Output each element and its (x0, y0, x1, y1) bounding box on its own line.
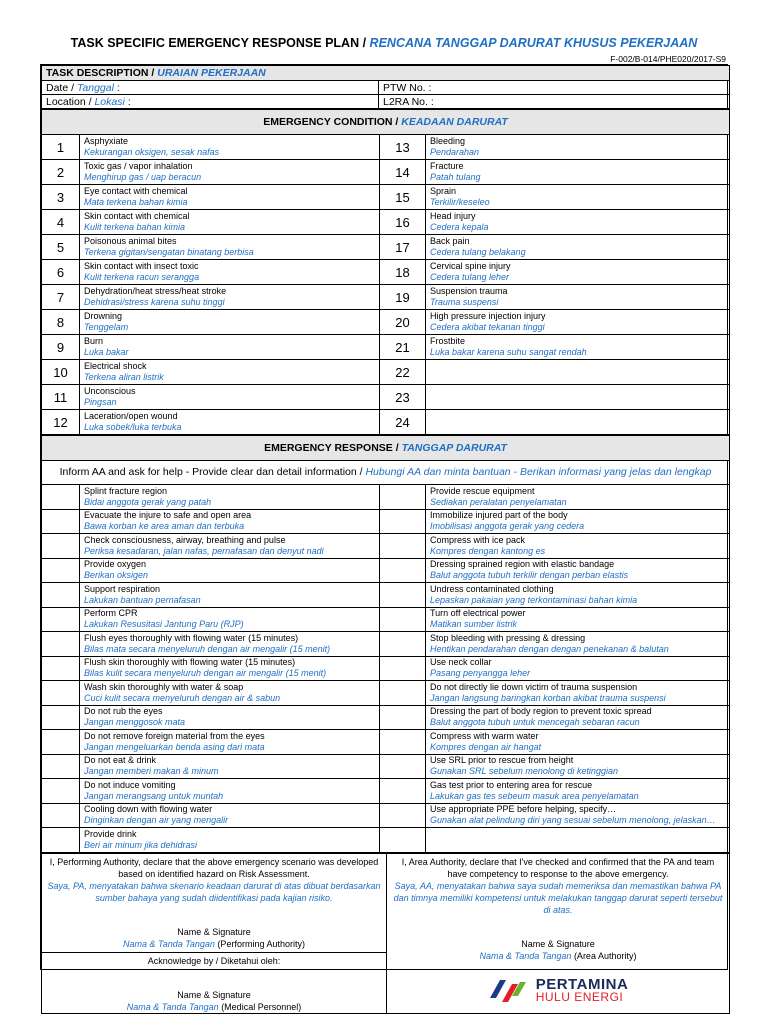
response-row (42, 754, 730, 779)
location-label-en: Location / (46, 95, 92, 108)
response-checkbox[interactable] (42, 681, 80, 706)
response-checkbox[interactable] (42, 534, 80, 559)
title-english: TASK SPECIFIC EMERGENCY RESPONSE PLAN / (70, 36, 367, 50)
date-field[interactable]: Date / Tanggal : (42, 81, 379, 95)
ptw-label: PTW No. : (383, 81, 432, 94)
condition-row (42, 285, 730, 310)
item-text-id: Sediakan peralatan penyelamatan (430, 496, 567, 507)
response-item (426, 828, 730, 853)
item-text-id: Cedera akibat tekanan tinggi (430, 322, 545, 332)
response-checkbox[interactable] (380, 632, 426, 657)
item-text-en: Electrical shock (84, 361, 147, 371)
condition-number: 11 (42, 385, 80, 410)
item-text-id: Berikan oksigen (84, 570, 149, 581)
item-text-id: Luka sobek/luka terbuka (84, 422, 182, 432)
condition-item (80, 385, 380, 410)
response-row (42, 583, 730, 608)
response-item (80, 828, 380, 853)
condition-number: 21 (380, 335, 426, 360)
condition-number: 19 (380, 285, 426, 310)
item-text-en: Do not rub the eyes (84, 706, 163, 717)
item-text-id: Pingsan (84, 397, 117, 407)
response-checkbox[interactable] (380, 656, 426, 681)
item-text-en: Splint fracture region (84, 485, 168, 496)
pertamina-logo-icon (488, 976, 528, 1006)
item-text-id: Menghirup gas / uap beracun (84, 172, 202, 182)
aa-declaration-cell[interactable] (387, 853, 730, 1013)
item-text-id: Kompres dengan kantong es (430, 545, 546, 556)
response-checkbox[interactable] (42, 632, 80, 657)
condition-item (80, 235, 380, 260)
l2ra-label: L2RA No. : (383, 95, 434, 108)
item-text-id: Jangan langsung baringkan korban akibat trauma suspensi (430, 692, 666, 703)
item-text-id: Matikan sumber listrik (430, 619, 518, 630)
response-item (80, 509, 380, 534)
item-text-en: Compress with warm water (430, 730, 539, 741)
condition-number: 17 (380, 235, 426, 260)
med-name-signature: Name & Signature (177, 989, 251, 1000)
item-text-id: Lakukan bantuan pernafasan (84, 594, 201, 605)
item-text-id: Gunakan alat pelindung diri yang sesuai sebelum menolong, jelaskan… (430, 815, 716, 826)
item-text-en: Head injury (430, 211, 476, 221)
response-item (426, 583, 730, 608)
condition-number: 24 (380, 410, 426, 435)
response-item (80, 485, 380, 510)
date-label-id: Tanggal (76, 81, 114, 94)
condition-item (426, 335, 730, 360)
item-text-id: Pasang penyangga leher (430, 668, 531, 679)
aa-declaration-id: Saya, AA, menyatakan bahwa saya sudah memeriksa dan memastikan bahwa PA dan timnya memiliki kompetensi untuk melakukan tanggap darurat seperti tersebut di atas. (393, 880, 723, 915)
location-field[interactable]: Location / Lokasi : (42, 95, 379, 109)
inform-id: Hubungi AA dan minta bantuan - Berikan informasi yang jelas dan lengkap (365, 466, 712, 479)
item-text-en: Stop bleeding with pressing & dressing (430, 632, 586, 643)
item-text-id: Kulit terkena bahan kimia (84, 222, 186, 232)
response-row (42, 779, 730, 804)
item-text-en: Dressing sprained region with elastic bandage (430, 559, 615, 570)
response-item (426, 607, 730, 632)
item-text-id: Kulit terkena racun serangga (84, 272, 200, 282)
response-item (426, 705, 730, 730)
item-text-en: Use appropriate PPE before helping, specify… (430, 804, 617, 815)
response-checkbox[interactable] (380, 485, 426, 510)
item-text-en: Do not eat & drink (84, 755, 157, 766)
response-item (426, 681, 730, 706)
item-text-en: Support respiration (84, 583, 161, 594)
response-checkbox[interactable] (380, 534, 426, 559)
response-item (80, 632, 380, 657)
item-text-en: Provide oxygen (84, 559, 147, 570)
response-row (42, 485, 730, 510)
item-text-en: Use SRL prior to rescue from height (430, 755, 574, 766)
item-text-en: Skin contact with insect toxic (84, 261, 199, 271)
condition-item (80, 310, 380, 335)
response-heading-en: EMERGENCY RESPONSE / (264, 441, 399, 454)
response-item (80, 803, 380, 828)
item-text-id: Gunakan SRL sebelum menolong di ketinggian (430, 766, 618, 777)
condition-row (42, 310, 730, 335)
form-frame (40, 64, 728, 1012)
item-text-en: Suspension trauma (430, 286, 508, 296)
response-row (42, 607, 730, 632)
condition-number: 8 (42, 310, 80, 335)
item-text-en: Skin contact with chemical (84, 211, 190, 221)
condition-item (80, 285, 380, 310)
condition-item (426, 235, 730, 260)
medical-ack-cell[interactable] (42, 952, 387, 1013)
response-item (426, 779, 730, 804)
item-text-id: Kompres dengan air hangat (430, 741, 542, 752)
condition-item (80, 335, 380, 360)
item-text-en: Use neck collar (430, 657, 492, 668)
condition-item (426, 160, 730, 185)
response-item (80, 607, 380, 632)
task-description-header (42, 66, 730, 81)
response-item (80, 779, 380, 804)
item-text-id: Bidai anggota gerak yang patah (84, 496, 212, 507)
item-text-id: Cedera kepala (430, 222, 489, 232)
item-text-id: Lepaskan pakaian yang terkontaminasi bahan kimia (430, 594, 638, 605)
response-checkbox[interactable] (380, 681, 426, 706)
condition-number: 10 (42, 360, 80, 385)
response-checkbox[interactable] (42, 705, 80, 730)
item-text-en: Flush eyes thoroughly with flowing water (15 minutes) (84, 632, 299, 643)
response-row (42, 558, 730, 583)
pertamina-logo (391, 976, 725, 1006)
item-text-id: Pendarahan (430, 147, 480, 157)
item-text-id: Jangan menggosok mata (84, 717, 186, 728)
response-checkbox[interactable] (42, 803, 80, 828)
response-checkbox[interactable] (42, 558, 80, 583)
document-title (0, 36, 768, 50)
condition-item (426, 360, 730, 385)
condition-number: 7 (42, 285, 80, 310)
condition-item (80, 360, 380, 385)
l2ra-field[interactable] (379, 95, 730, 109)
item-text-en: Toxic gas / vapor inhalation (84, 161, 193, 171)
item-text-en: Immobilize injured part of the body (430, 510, 568, 521)
condition-number: 2 (42, 160, 80, 185)
aa-sign-line (391, 950, 725, 962)
item-text-en: Eye contact with chemical (84, 186, 188, 196)
item-text-id: Jangan memberi makan & minum (84, 766, 219, 777)
condition-item (80, 160, 380, 185)
item-text-en: Poisonous animal bites (84, 236, 177, 246)
response-row (42, 705, 730, 730)
condition-heading-en: EMERGENCY CONDITION / (263, 116, 399, 128)
item-text-id: Cedera tulang leher (430, 272, 510, 282)
item-text-en: Bleeding (430, 136, 466, 146)
condition-item (80, 135, 380, 160)
condition-number: 15 (380, 185, 426, 210)
item-text-en: Check consciousness, airway, breathing and pulse (84, 534, 286, 545)
item-text-id: Jangan merangsang untuk muntah (84, 790, 224, 801)
response-row (42, 632, 730, 657)
aa-role: (Area Authority) (573, 950, 637, 961)
item-text-en: Asphyxiate (84, 136, 129, 146)
item-text-id: Bilas mata secara menyeluruh dengan air mengalir (15 menit) (84, 643, 331, 654)
item-text-en: Do not induce vomiting (84, 779, 176, 790)
condition-row (42, 260, 730, 285)
condition-row (42, 235, 730, 260)
pa-declaration-id: Saya, PA, menyatakan bahwa skenario keadaan darurat di atas dibuat berdasarkan sumber bahaya yang sudah diidentifikasi pada kajian risiko. (47, 880, 381, 903)
response-checkbox[interactable] (42, 509, 80, 534)
response-item (80, 583, 380, 608)
aa-declaration-en: I, Area Authority, declare that I've checked and confirmed that the PA and team have competency to response to the above emergency. (401, 856, 715, 879)
item-text-en: Laceration/open wound (84, 411, 178, 421)
response-item (80, 656, 380, 681)
condition-number: 22 (380, 360, 426, 385)
item-text-en: Cooling down with flowing water (84, 804, 213, 815)
condition-number: 4 (42, 210, 80, 235)
condition-row (42, 135, 730, 160)
item-text-en: Compress with ice pack (430, 534, 526, 545)
item-text-en: Dehydration/heat stress/heat stroke (84, 286, 227, 296)
response-row (42, 534, 730, 559)
task-table (41, 65, 730, 109)
item-text-id: Cuci kulit secara menyeluruh dengan air & sabun (84, 692, 281, 703)
condition-item (426, 310, 730, 335)
condition-number: 9 (42, 335, 80, 360)
response-item (80, 558, 380, 583)
response-checkbox[interactable] (42, 754, 80, 779)
response-table (41, 435, 730, 853)
response-item (426, 656, 730, 681)
condition-row (42, 360, 730, 385)
response-item (426, 730, 730, 755)
item-text-en: Back pain (430, 236, 470, 246)
pa-declaration-cell[interactable] (42, 853, 387, 952)
location-label-id: Lokasi (94, 95, 125, 108)
response-item (426, 803, 730, 828)
pa-sign-line (46, 938, 382, 950)
item-text-id: Beri air minum jika dehidrasi (84, 839, 198, 850)
item-text-id: Dinginkan dengan air yang mengalir (84, 815, 229, 826)
response-checkbox[interactable] (380, 558, 426, 583)
item-text-id: Balut anggota tubuh untuk mencegah sebaran racun (430, 717, 640, 728)
condition-table (41, 109, 730, 435)
item-text-id: Patah tulang (430, 172, 481, 182)
item-text-id: Terkena gigitan/sengatan binatang berbisa (84, 247, 254, 257)
condition-number: 23 (380, 385, 426, 410)
item-text-en: Provide drink (84, 828, 137, 839)
item-text-id: Dehidrasi/stress karena suhu tinggi (84, 297, 225, 307)
item-text-id: Kekurangan oksigen, sesak nafas (84, 147, 220, 157)
item-text-id: Cedera tulang belakang (430, 247, 526, 257)
item-text-id: Trauma suspensi (430, 297, 499, 307)
task-label-id: URAIAN PEKERJAAN (157, 67, 266, 79)
condition-number: 20 (380, 310, 426, 335)
response-checkbox[interactable] (42, 779, 80, 804)
condition-item (426, 385, 730, 410)
task-label-en: TASK DESCRIPTION / (46, 67, 155, 79)
response-checkbox[interactable] (380, 828, 426, 853)
response-item (426, 754, 730, 779)
item-text-id: Tenggelam (84, 322, 129, 332)
med-sign-id: Nama & Tanda Tangan (126, 1001, 219, 1012)
condition-item (426, 260, 730, 285)
response-row (42, 656, 730, 681)
response-item (80, 705, 380, 730)
condition-item (80, 410, 380, 435)
item-text-id: Lakukan gas tes sebeum masuk area penyelamatan (430, 790, 639, 801)
item-text-en: Sprain (430, 186, 457, 196)
response-checkbox[interactable] (42, 828, 80, 853)
item-text-en: Perform CPR (84, 608, 138, 619)
item-text-id: Hentikan pendarahan dengan dengan penekanan & balutan (430, 643, 669, 654)
item-text-id: Luka bakar karena suhu sangat rendah (430, 347, 587, 357)
response-row (42, 828, 730, 853)
condition-item (426, 185, 730, 210)
item-text-en: Undress contaminated clothing (430, 583, 554, 594)
emergency-response-header (42, 436, 730, 461)
condition-item (80, 210, 380, 235)
response-item (426, 509, 730, 534)
item-text-id: Terkena aliran listrik (84, 372, 164, 382)
item-text-en: Flush skin thoroughly with flowing water (15 minutes) (84, 657, 296, 668)
title-indonesian: RENCANA TANGGAP DARURAT KHUSUS PEKERJAAN (369, 36, 698, 50)
response-checkbox[interactable] (42, 485, 80, 510)
condition-row (42, 335, 730, 360)
document-number: F-002/B-014/PHE020/2017-S9 (610, 54, 726, 64)
response-checkbox[interactable] (42, 583, 80, 608)
response-checkbox[interactable] (42, 607, 80, 632)
condition-row (42, 160, 730, 185)
condition-number: 3 (42, 185, 80, 210)
item-text-id: Terkilir/keseleo (430, 197, 490, 207)
item-text-en: High pressure injection injury (430, 311, 546, 321)
item-text-id: Imobilisasi anggota gerak yang cedera (430, 521, 585, 532)
item-text-id: Bawa korban ke area aman dan terbuka (84, 521, 245, 532)
condition-number: 13 (380, 135, 426, 160)
condition-row (42, 385, 730, 410)
response-checkbox[interactable] (380, 803, 426, 828)
condition-row (42, 410, 730, 435)
aa-name-signature: Name & Signature (521, 938, 595, 949)
condition-item (80, 260, 380, 285)
item-text-id: Mata terkena bahan kimia (84, 197, 188, 207)
pa-sign-id: Nama & Tanda Tangan (123, 938, 215, 949)
item-text-en: Gas test prior to entering area for rescue (430, 779, 593, 790)
condition-number: 6 (42, 260, 80, 285)
response-item (426, 558, 730, 583)
condition-item (426, 210, 730, 235)
item-text-en: Do not remove foreign material from the eyes (84, 730, 265, 741)
condition-item (426, 135, 730, 160)
item-text-id: Periksa kesadaran, jalan nafas, pernafasan dan denyut nadi (84, 545, 324, 556)
condition-row (42, 210, 730, 235)
response-checkbox[interactable] (380, 607, 426, 632)
item-text-id: Balut anggota tubuh terkilir dengan perban elastis (430, 570, 629, 581)
response-checkbox[interactable] (380, 754, 426, 779)
logo-sub-text: HULU ENERGI (535, 989, 624, 1004)
item-text-en: Do not directly lie down victim of trauma suspension (430, 681, 638, 692)
response-checkbox[interactable] (380, 705, 426, 730)
item-text-id: Luka bakar (84, 347, 129, 357)
item-text-id: Lakukan Resusitasi Jantung Paru (RJP) (84, 619, 244, 630)
response-item (426, 485, 730, 510)
item-text-en: Cervical spine injury (430, 261, 511, 271)
pa-role: (Performing Authority) (217, 938, 305, 949)
response-checkbox[interactable] (380, 509, 426, 534)
item-text-en: Turn off electrical power (430, 608, 526, 619)
logo-main-text: PERTAMINA (535, 975, 629, 993)
condition-heading-id: KEADAAN DARURAT (401, 116, 508, 128)
pa-name-signature: Name & Signature (177, 926, 251, 937)
condition-number: 5 (42, 235, 80, 260)
inform-aa-row (42, 460, 730, 485)
emergency-condition-header (42, 110, 730, 135)
response-row (42, 730, 730, 755)
response-checkbox[interactable] (42, 656, 80, 681)
pa-declaration-en: I, Performing Authority, declare that the above emergency scenario was developed based on identified hazard on Risk Assessment. (49, 856, 379, 879)
condition-item (80, 185, 380, 210)
ack-en: Acknowledge by / (147, 955, 219, 966)
item-text-id: Jangan mengeluarkan benda asing dari mata (84, 741, 265, 752)
ack-id: Diketahui oleh: (220, 955, 281, 966)
response-item (80, 754, 380, 779)
date-label-en: Date / (46, 81, 75, 94)
item-text-en: Unconscious (84, 386, 136, 396)
response-heading-id: TANGGAP DARURAT (401, 441, 507, 454)
signature-table (41, 853, 730, 1014)
condition-item (426, 285, 730, 310)
item-text-id: Bilas kulit secara menyeluruh dengan air mengalir (15 menit) (84, 668, 327, 679)
med-role: (Medical Personnel) (221, 1001, 302, 1012)
condition-number: 18 (380, 260, 426, 285)
item-text-en: Evacuate the injure to safe and open area (84, 510, 252, 521)
item-text-en: Dressing the part of body region to prevent toxic spread (430, 706, 652, 717)
item-text-en: Fracture (430, 161, 464, 171)
item-text-en: Provide rescue equipment (430, 485, 535, 496)
response-checkbox[interactable] (42, 730, 80, 755)
response-item (80, 534, 380, 559)
inform-en: Inform AA and ask for help - Provide clear dan detail information / (59, 466, 363, 479)
condition-number: 16 (380, 210, 426, 235)
response-item (80, 681, 380, 706)
condition-number: 12 (42, 410, 80, 435)
ack-line (46, 953, 382, 967)
item-text-en: Drowning (84, 311, 123, 321)
response-item (426, 632, 730, 657)
aa-sign-id: Nama & Tanda Tangan (479, 950, 572, 961)
response-checkbox[interactable] (380, 730, 426, 755)
response-checkbox[interactable] (380, 779, 426, 804)
item-text-en: Wash skin thoroughly with water & soap (84, 681, 244, 692)
response-item (80, 730, 380, 755)
condition-number: 1 (42, 135, 80, 160)
response-checkbox[interactable] (380, 583, 426, 608)
condition-row (42, 185, 730, 210)
item-text-en: Frostbite (430, 336, 466, 346)
response-row (42, 681, 730, 706)
response-item (426, 534, 730, 559)
item-text-en: Burn (84, 336, 104, 346)
med-sign-line (46, 1001, 382, 1013)
condition-item (426, 410, 730, 435)
ptw-field[interactable] (379, 81, 730, 95)
response-row (42, 509, 730, 534)
response-row (42, 803, 730, 828)
condition-number: 14 (380, 160, 426, 185)
